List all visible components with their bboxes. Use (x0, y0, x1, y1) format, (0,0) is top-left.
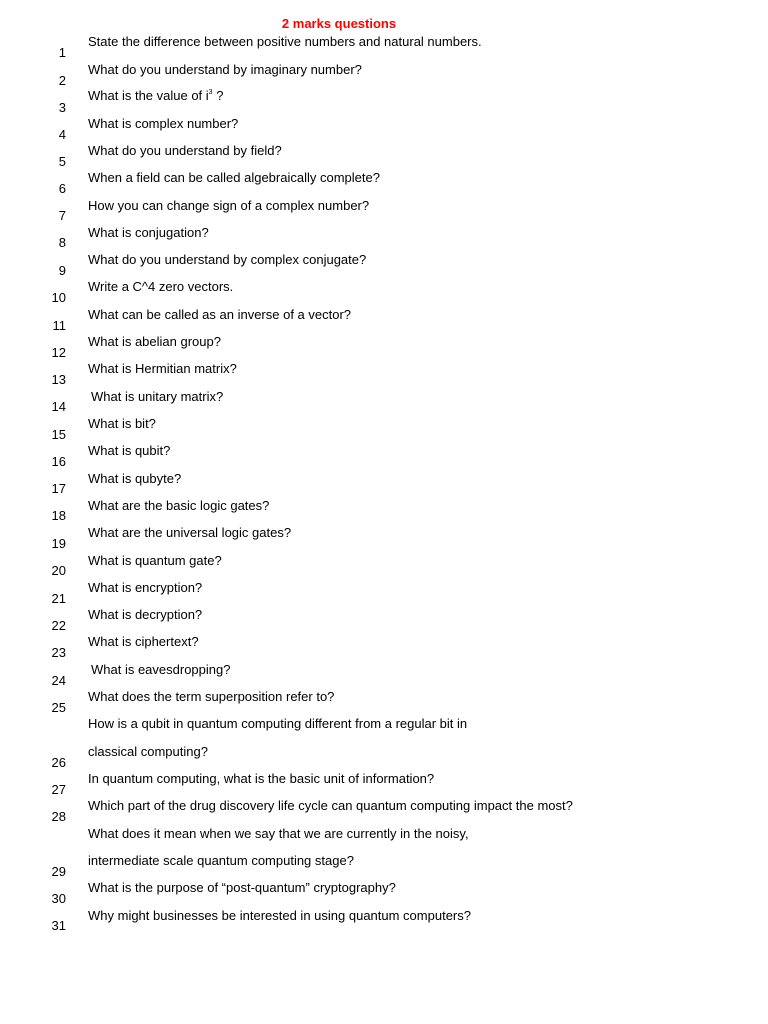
question-number: 12 (51, 345, 66, 360)
exponent: 3 (208, 89, 213, 96)
question-text: Why might businesses be interested in using quantum computers? (88, 908, 471, 923)
question-number: 30 (51, 891, 66, 906)
question-text: What is unitary matrix? (91, 389, 224, 404)
question-number: 26 (51, 755, 66, 770)
question-number: 4 (58, 127, 66, 142)
question-text: How you can change sign of a complex number? (88, 198, 370, 213)
question-text: What is quantum gate? (88, 553, 222, 568)
question-text: What is complex number? (88, 116, 239, 131)
question-text: What is Hermitian matrix? (88, 361, 237, 376)
question-text: What can be called as an inverse of a vector? (88, 307, 352, 322)
question-number: 5 (58, 154, 66, 169)
question-text: What is qubit? (88, 443, 171, 458)
question-number: 15 (51, 427, 66, 442)
question-text: What is abelian group? (88, 334, 221, 349)
question-text: What is encryption? (88, 580, 203, 595)
question-text: What is eavesdropping? (91, 662, 231, 677)
question-number: 23 (51, 645, 66, 660)
question-number: 29 (51, 864, 66, 879)
question-text (88, 88, 223, 104)
question-number: 2 (58, 73, 66, 88)
question-text: In quantum computing, what is the basic unit of information? (88, 771, 435, 786)
question-number: 22 (51, 618, 66, 633)
question-number: 24 (51, 673, 66, 688)
question-text: What is the purpose of “post-quantum” cryptography? (88, 880, 396, 895)
question-text-main: What is the value of i (88, 88, 209, 103)
question-number: 14 (51, 399, 66, 414)
question-number: 16 (51, 454, 66, 469)
question-number: 1 (58, 45, 66, 60)
question-number: 31 (51, 918, 66, 933)
question-number: 20 (51, 563, 66, 578)
question-number: 7 (58, 208, 66, 223)
page-title: 2 marks questions (281, 16, 397, 31)
question-number: 25 (51, 700, 66, 715)
question-number: 28 (51, 809, 66, 824)
question-text: What are the universal logic gates? (88, 525, 292, 540)
question-number: 19 (51, 536, 66, 551)
question-number: 9 (58, 263, 66, 278)
question-text: What is conjugation? (88, 225, 209, 240)
question-text: How is a qubit in quantum computing different from a regular bit in (88, 716, 468, 731)
question-text: What do you understand by complex conjugate? (88, 252, 367, 267)
question-text-tail: ? (212, 88, 224, 103)
question-number: 21 (51, 591, 66, 606)
question-number: 18 (51, 508, 66, 523)
question-number: 6 (58, 181, 66, 196)
question-text: What is ciphertext? (88, 634, 199, 649)
question-number: 13 (51, 372, 66, 387)
question-text: Which part of the drug discovery life cycle can quantum computing impact the most? (88, 798, 573, 813)
question-text: What is decryption? (88, 607, 203, 622)
question-text: What does the term superposition refer to? (88, 689, 335, 704)
question-number: 27 (51, 782, 66, 797)
question-text: What are the basic logic gates? (88, 498, 270, 513)
question-text: What is qubyte? (88, 471, 182, 486)
question-number: 3 (58, 100, 66, 115)
question-text-continued: classical computing? (88, 744, 208, 759)
question-text: When a field can be called algebraically complete? (88, 170, 380, 185)
question-text: What do you understand by field? (88, 143, 282, 158)
question-text: State the difference between positive numbers and natural numbers. (88, 34, 482, 49)
question-text-continued: intermediate scale quantum computing stage? (88, 853, 354, 868)
question-number: 17 (51, 481, 66, 496)
question-text: What is bit? (88, 416, 156, 431)
question-text: What does it mean when we say that we are currently in the noisy, (88, 826, 469, 841)
question-text: What do you understand by imaginary number? (88, 62, 362, 77)
question-number: 8 (58, 235, 66, 250)
question-text: Write a C^4 zero vectors. (88, 279, 234, 294)
question-number: 11 (52, 318, 66, 333)
question-number: 10 (51, 290, 66, 305)
